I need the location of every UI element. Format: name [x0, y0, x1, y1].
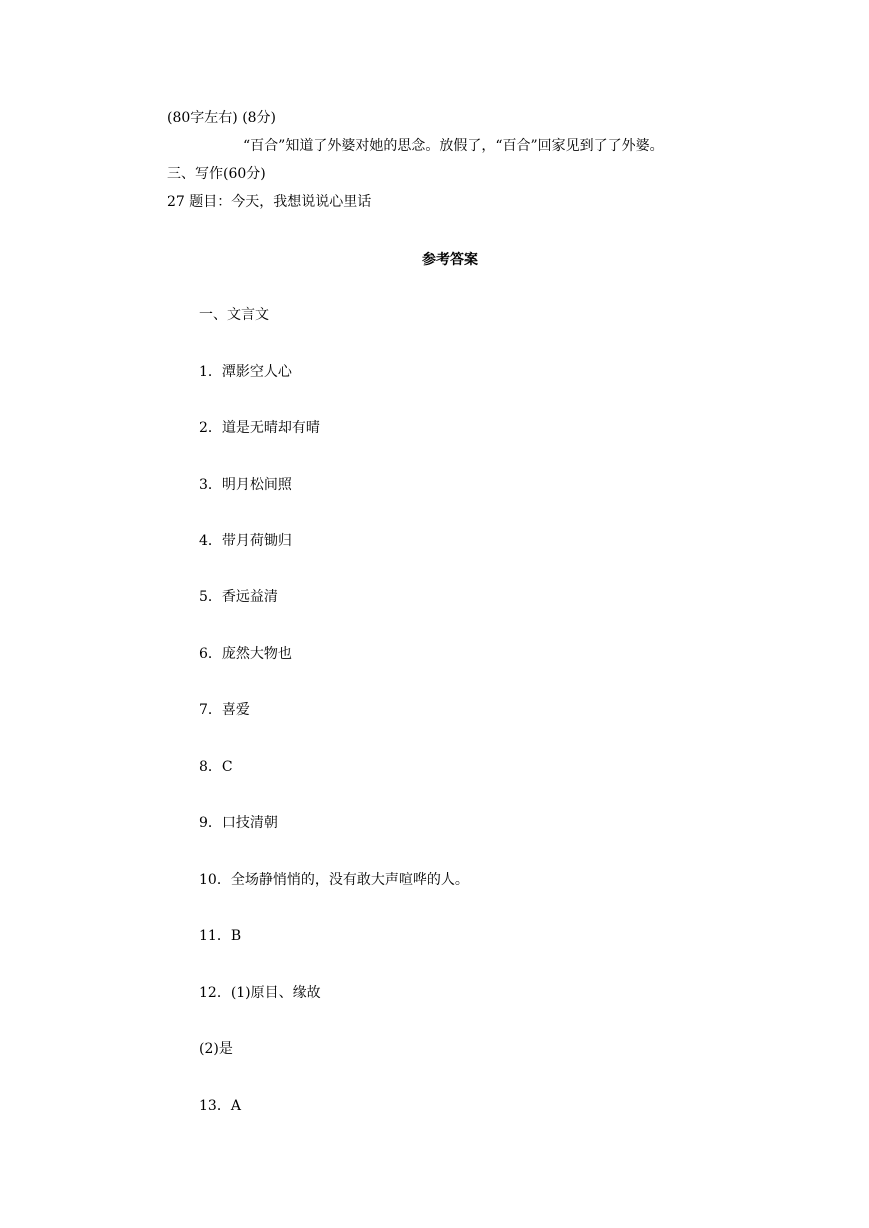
answer-item: 1．潭影空人心 — [199, 364, 292, 380]
answer-item: 13．A — [199, 1098, 241, 1114]
answer-item: 11．B — [199, 928, 242, 944]
answer-item: 10．全场静悄悄的，没有敢大声喧哗的人。 — [199, 872, 469, 888]
answer-item: 7．喜爱 — [199, 702, 250, 718]
answer-item: 8．C — [199, 759, 233, 775]
answer-item: (2)是 — [199, 1041, 233, 1057]
answer-item: 6．庞然大物也 — [199, 646, 292, 662]
answer-item: 9．口技清朝 — [199, 815, 278, 831]
answer-item: 5．香远益清 — [199, 589, 278, 605]
section-three-heading: 三、写作(60分) — [167, 166, 266, 182]
answer-item: 12．(1)原目、缘故 — [199, 985, 321, 1001]
answer-item: 4．带月荷锄归 — [199, 533, 292, 549]
answer-item: 2．道是无晴却有晴 — [199, 420, 320, 436]
answer-item: 3．明月松间照 — [199, 477, 292, 493]
word-limit-note: (80字左右) (8分) — [167, 110, 277, 126]
sample-answer-text: “百合”知道了外婆对她的思念。放假了，“百合”回家见到了了外婆。 — [243, 138, 664, 154]
question-27-prompt: 27 题目：今天，我想说说心里话 — [167, 194, 372, 210]
section-one-heading: 一、文言文 — [199, 307, 269, 323]
answer-key-title: 参考答案 — [422, 252, 478, 268]
